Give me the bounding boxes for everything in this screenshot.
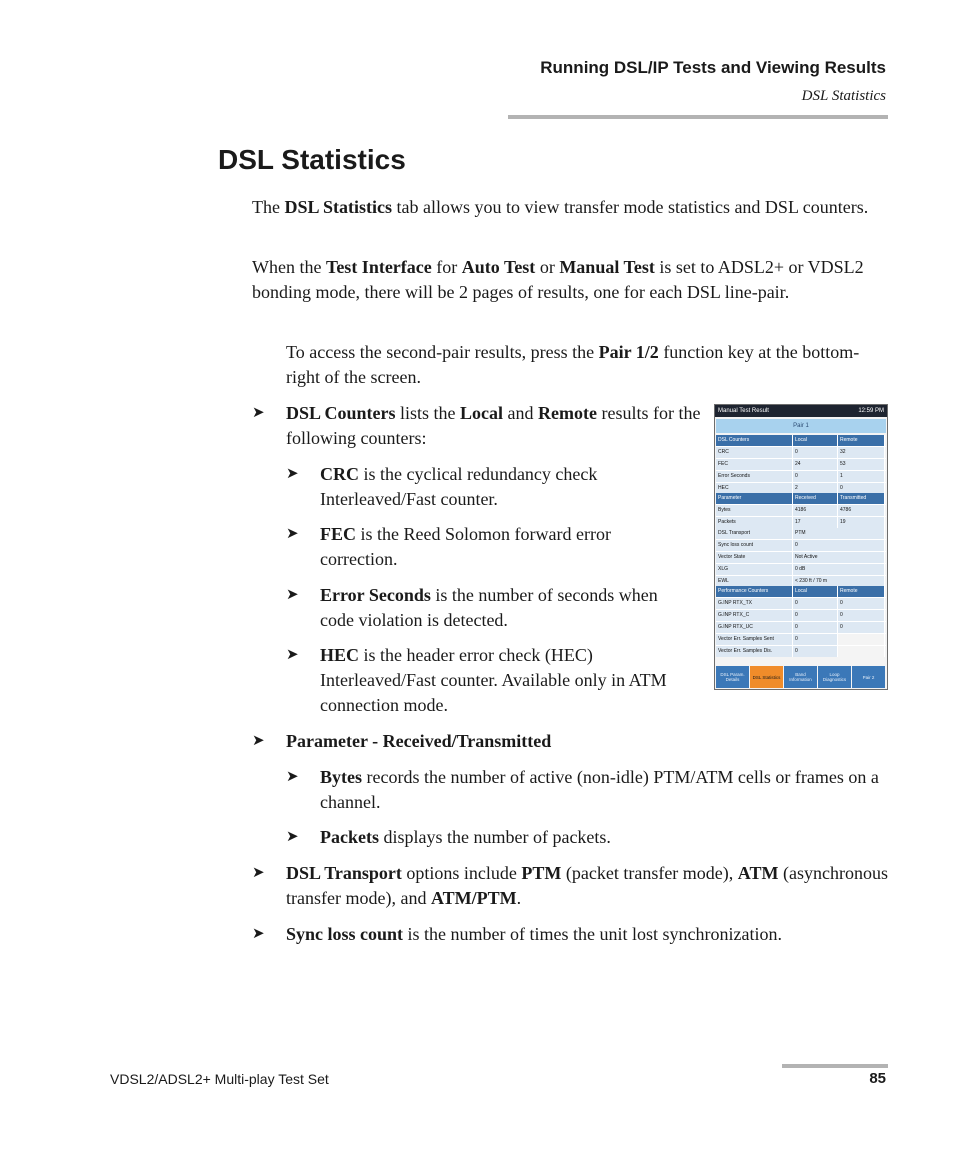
- table-cell: Packets: [716, 517, 793, 528]
- table-row: [716, 458, 886, 470]
- table-row: [716, 504, 886, 516]
- bullet-packets: ➤ Packets displays the number of packets.: [320, 825, 888, 850]
- table-cell: 4786: [838, 505, 885, 516]
- arrow-icon: ➤: [252, 405, 265, 421]
- table-cell: Vector State: [716, 552, 793, 563]
- table-cell: G.INP RTX_C: [716, 610, 793, 621]
- table-cell: 0: [838, 598, 885, 609]
- table-cell: FEC: [716, 459, 793, 470]
- table-row: [716, 633, 886, 645]
- arrow-icon: ➤: [286, 526, 299, 542]
- table-row: [716, 609, 886, 621]
- table-cell: Remote: [838, 435, 885, 446]
- table-cell: 1: [838, 471, 885, 482]
- table-cell: Received: [793, 493, 838, 504]
- arrow-icon: ➤: [286, 466, 299, 482]
- table-cell: HEC: [716, 483, 793, 494]
- table-cell: 0: [793, 634, 838, 645]
- table-cell: 0: [838, 483, 885, 494]
- table-cell: 0 dB: [793, 564, 885, 575]
- table-cell: 0: [793, 610, 838, 621]
- table-row: [716, 621, 886, 633]
- table-cell: Vector Err. Samples Sent: [716, 634, 793, 645]
- table-cell: 19: [838, 517, 885, 528]
- table-cell: 0: [838, 610, 885, 621]
- intro-paragraph-2: When the Test Interface for Auto Test or Manual Test is set to ADSL2+ or VDSL2 bonding mode, there will be 2 pages of results, one for each DSL line-pair.: [252, 257, 864, 302]
- arrow-icon: ➤: [286, 769, 299, 785]
- intro-paragraph-3: To access the second-pair results, press the Pair 1/2 function key at the bottom-right of the screen.: [286, 342, 860, 387]
- table-cell: [838, 646, 885, 657]
- window-title: Manual Test Result: [718, 408, 769, 414]
- table-row: [716, 470, 886, 482]
- table-header-row: [716, 435, 886, 446]
- table-cell: [838, 634, 885, 645]
- table-cell: Local: [793, 586, 838, 597]
- table-cell: Vector Err. Samples Dis.: [716, 646, 793, 657]
- tab-dsl-param-details: DSL Param. Details: [716, 666, 749, 688]
- bullet-bytes: ➤ Bytes records the number of active (non-idle) PTM/ATM cells or frames on a channel.: [286, 767, 879, 812]
- table-cell: Bytes: [716, 505, 793, 516]
- table-header-row: [716, 586, 886, 597]
- table-cell: 32: [838, 447, 885, 458]
- bullet-parameter: ➤ Parameter - Received/Transmitted: [286, 729, 886, 754]
- table-cell: Local: [793, 435, 838, 446]
- header-divider: [508, 115, 888, 119]
- table-cell: 2: [793, 483, 838, 494]
- bullet-crc: ➤ CRC is the cyclical redundancy check Interleaved/Fast counter.: [286, 464, 598, 509]
- table-cell: Remote: [838, 586, 885, 597]
- table-cell: 4186: [793, 505, 838, 516]
- section-header: DSL Statistics: [801, 88, 886, 104]
- performance-table: [716, 586, 886, 657]
- arrow-icon: ➤: [286, 829, 299, 845]
- table-cell: 0: [793, 622, 838, 633]
- footer-product: VDSL2/ADSL2+ Multi-play Test Set: [110, 1071, 329, 1087]
- table-cell: G.INP RTX_UC: [716, 622, 793, 633]
- table-row: [716, 446, 886, 458]
- table-cell: Error Seconds: [716, 471, 793, 482]
- intro-paragraph-1: The DSL Statistics tab allows you to view transfer mode statistics and DSL counters.: [252, 197, 869, 217]
- bullet-dsl-counters: ➤ DSL Counters lists the Local and Remote results for the following counters:: [252, 403, 701, 448]
- tab-dsl-statistics: DSL Statistics: [750, 666, 783, 688]
- table-cell: 17: [793, 517, 838, 528]
- table-cell: 53: [838, 459, 885, 470]
- table-cell: 0: [793, 447, 838, 458]
- table-cell: Not Active: [793, 552, 885, 563]
- arrow-icon: ➤: [252, 733, 265, 749]
- tab-pair-2: Pair 2: [852, 666, 885, 688]
- table-row: [716, 528, 886, 539]
- device-screenshot: [714, 404, 888, 690]
- bullet-error-seconds: ➤ Error Seconds is the number of seconds when code violation is detected.: [286, 585, 658, 630]
- table-row: [716, 563, 886, 575]
- chapter-header: Running DSL/IP Tests and Viewing Results: [540, 58, 886, 77]
- table-header-row: [716, 493, 886, 504]
- table-cell: 0: [793, 540, 885, 551]
- table-cell: CRC: [716, 447, 793, 458]
- table-cell: DSL Transport: [716, 528, 793, 539]
- table-cell: 0: [838, 622, 885, 633]
- arrow-icon: ➤: [252, 926, 265, 942]
- table-cell: Transmitted: [838, 493, 885, 504]
- table-cell: Parameter: [716, 493, 793, 504]
- footer-divider: [782, 1064, 888, 1068]
- table-cell: 0: [793, 471, 838, 482]
- counters-table: [716, 435, 886, 494]
- table-row: [716, 516, 886, 528]
- bullet-hec: ➤ HEC is the header error check (HEC) Interleaved/Fast counter. Available only in ATM connection mode.: [286, 645, 667, 715]
- table-cell: Performance Counters: [716, 586, 793, 597]
- bullet-sync-loss: ➤ Sync loss count is the number of times the unit lost synchronization.: [286, 922, 888, 947]
- table-cell: < 230 ft / 70 m: [793, 576, 885, 587]
- table-cell: 24: [793, 459, 838, 470]
- page-number: 85: [869, 1070, 886, 1087]
- bullet-fec: ➤ FEC is the Reed Solomon forward error correction.: [286, 524, 611, 569]
- table-cell: 0: [793, 646, 838, 657]
- parameter-table: [716, 493, 886, 528]
- table-cell: DSL Counters: [716, 435, 793, 446]
- transport-table: [716, 528, 886, 587]
- arrow-icon: ➤: [286, 587, 299, 603]
- clock: 12:59 PM: [858, 408, 884, 414]
- table-cell: G.INP RTX_TX: [716, 598, 793, 609]
- arrow-icon: ➤: [286, 647, 299, 663]
- arrow-icon: ➤: [252, 865, 265, 881]
- tab-loop-diagnostics: Loop Diagnostics: [818, 666, 851, 688]
- table-row: [716, 539, 886, 551]
- pair-indicator: Pair 1: [716, 419, 886, 433]
- device-title-bar: [715, 405, 887, 417]
- page-title: DSL Statistics: [218, 144, 406, 175]
- table-cell: 0: [793, 598, 838, 609]
- bullet-dsl-transport: ➤ DSL Transport options include PTM (packet transfer mode), ATM (asynchronous transfer mode), and ATM/PTM.: [252, 863, 888, 908]
- function-key-bar: [716, 666, 886, 688]
- tab-band-information: Band Information: [784, 666, 817, 688]
- table-cell: XLG: [716, 564, 793, 575]
- table-cell: PTM: [793, 528, 885, 539]
- table-cell: EWL: [716, 576, 793, 587]
- table-row: [716, 597, 886, 609]
- table-row: [716, 551, 886, 563]
- table-cell: Sync loss count: [716, 540, 793, 551]
- table-row: [716, 645, 886, 657]
